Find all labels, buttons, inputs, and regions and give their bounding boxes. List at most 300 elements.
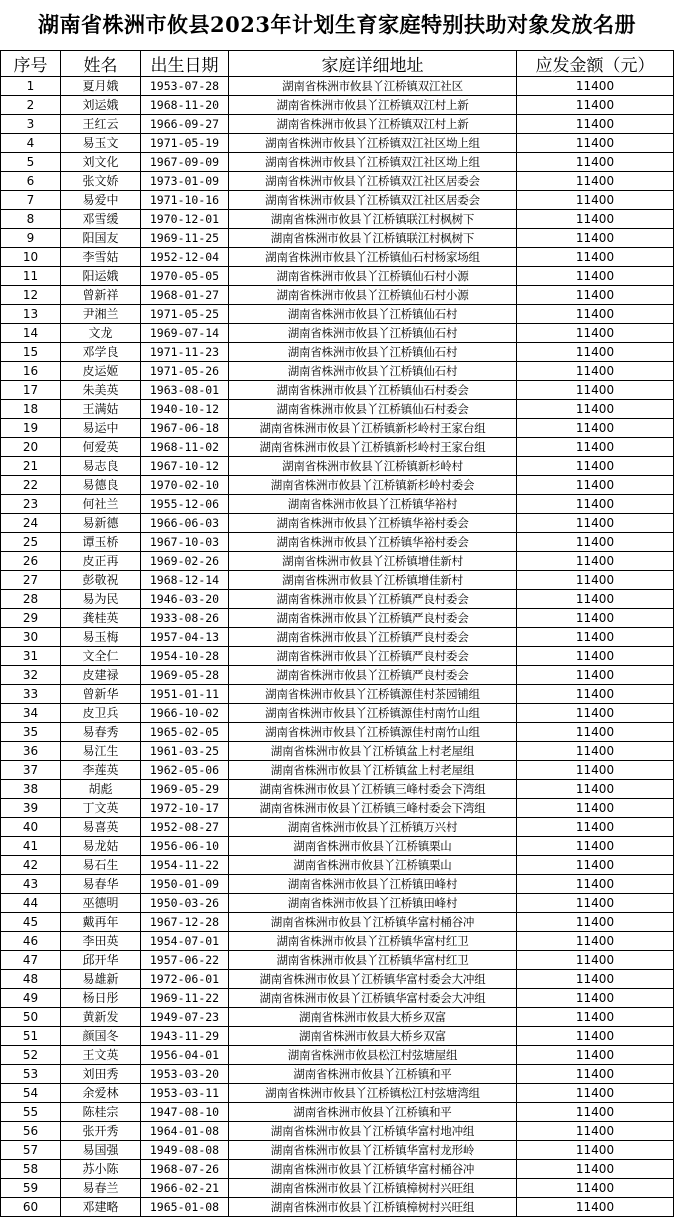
table-row [1, 495, 674, 514]
cell-birthdate: 1954-10-28 [141, 647, 229, 666]
cell-address: 湖南省株洲市攸县丫江桥镇华富村委会大冲组 [229, 989, 517, 1008]
cell-address: 湖南省株洲市攸县大桥乡双富 [229, 1027, 517, 1046]
cell-amount: 11400 [517, 609, 674, 628]
cell-index: 9 [1, 229, 61, 248]
cell-address: 湖南省株洲市攸县丫江桥镇栗山 [229, 837, 517, 856]
cell-index: 20 [1, 438, 61, 457]
cell-name: 苏小陈 [61, 1160, 141, 1179]
cell-birthdate: 1969-07-14 [141, 324, 229, 343]
cell-index: 24 [1, 514, 61, 533]
cell-address: 湖南省株洲市攸县丫江桥镇华富村桶谷冲 [229, 913, 517, 932]
cell-index: 19 [1, 419, 61, 438]
cell-address: 湖南省株洲市攸县丫江桥镇严良村委会 [229, 647, 517, 666]
table-row [1, 134, 674, 153]
cell-amount: 11400 [517, 685, 674, 704]
table-row [1, 590, 674, 609]
cell-amount: 11400 [517, 343, 674, 362]
cell-name: 王文英 [61, 1046, 141, 1065]
cell-amount: 11400 [517, 590, 674, 609]
cell-amount: 11400 [517, 799, 674, 818]
cell-index: 14 [1, 324, 61, 343]
cell-index: 30 [1, 628, 61, 647]
cell-name: 阳国友 [61, 229, 141, 248]
cell-name: 邱开华 [61, 951, 141, 970]
cell-name: 丁文英 [61, 799, 141, 818]
table-row [1, 191, 674, 210]
cell-address: 湖南省株洲市攸县丫江桥镇盆上村老屋组 [229, 761, 517, 780]
table-row [1, 457, 674, 476]
cell-name: 何社兰 [61, 495, 141, 514]
cell-address: 湖南省株洲市攸县丫江桥镇仙石村委会 [229, 400, 517, 419]
cell-amount: 11400 [517, 628, 674, 647]
cell-amount: 11400 [517, 1046, 674, 1065]
cell-index: 38 [1, 780, 61, 799]
cell-birthdate: 1949-07-23 [141, 1008, 229, 1027]
cell-amount: 11400 [517, 913, 674, 932]
cell-name: 易志良 [61, 457, 141, 476]
cell-address: 湖南省株洲市攸县丫江桥镇仙石村委会 [229, 381, 517, 400]
cell-amount: 11400 [517, 438, 674, 457]
table-row [1, 780, 674, 799]
cell-birthdate: 1970-05-05 [141, 267, 229, 286]
cell-address: 湖南省株洲市攸县丫江桥镇华富村龙形岭 [229, 1141, 517, 1160]
cell-address: 湖南省株洲市攸县丫江桥镇双江社区坳上组 [229, 134, 517, 153]
column-header-address: 家庭详细地址 [229, 51, 517, 77]
cell-index: 42 [1, 856, 61, 875]
cell-amount: 11400 [517, 780, 674, 799]
cell-birthdate: 1965-01-08 [141, 1198, 229, 1217]
cell-amount: 11400 [517, 381, 674, 400]
table-row [1, 609, 674, 628]
cell-name: 李雪姑 [61, 248, 141, 267]
cell-address: 湖南省株洲市攸县丫江桥镇双江村上新 [229, 115, 517, 134]
cell-birthdate: 1972-10-17 [141, 799, 229, 818]
cell-index: 48 [1, 970, 61, 989]
cell-amount: 11400 [517, 704, 674, 723]
table-row [1, 571, 674, 590]
cell-amount: 11400 [517, 419, 674, 438]
table-row [1, 723, 674, 742]
cell-birthdate: 1969-05-28 [141, 666, 229, 685]
cell-index: 4 [1, 134, 61, 153]
cell-index: 17 [1, 381, 61, 400]
table-row [1, 628, 674, 647]
cell-index: 23 [1, 495, 61, 514]
cell-address: 湖南省株洲市攸县丫江桥镇三峰村委会下湾组 [229, 799, 517, 818]
cell-address: 湖南省株洲市攸县丫江桥镇新杉岭村委会 [229, 476, 517, 495]
cell-index: 54 [1, 1084, 61, 1103]
cell-amount: 11400 [517, 457, 674, 476]
cell-address: 湖南省株洲市攸县丫江桥镇华富村红卫 [229, 951, 517, 970]
cell-address: 湖南省株洲市攸县丫江桥镇增佳新村 [229, 552, 517, 571]
cell-name: 颜国冬 [61, 1027, 141, 1046]
cell-index: 34 [1, 704, 61, 723]
cell-amount: 11400 [517, 362, 674, 381]
table-row [1, 533, 674, 552]
cell-amount: 11400 [517, 1141, 674, 1160]
cell-birthdate: 1947-08-10 [141, 1103, 229, 1122]
cell-index: 58 [1, 1160, 61, 1179]
cell-name: 巫德明 [61, 894, 141, 913]
cell-birthdate: 1965-02-05 [141, 723, 229, 742]
cell-birthdate: 1967-10-12 [141, 457, 229, 476]
cell-name: 阳运娥 [61, 267, 141, 286]
cell-birthdate: 1969-05-29 [141, 780, 229, 799]
cell-address: 湖南省株洲市攸县丫江桥镇新杉岭村王家台组 [229, 419, 517, 438]
cell-birthdate: 1956-04-01 [141, 1046, 229, 1065]
cell-birthdate: 1967-09-09 [141, 153, 229, 172]
cell-index: 52 [1, 1046, 61, 1065]
cell-birthdate: 1971-05-19 [141, 134, 229, 153]
cell-index: 15 [1, 343, 61, 362]
cell-address: 湖南省株洲市攸县丫江桥镇增佳新村 [229, 571, 517, 590]
cell-birthdate: 1953-03-20 [141, 1065, 229, 1084]
table-row [1, 875, 674, 894]
cell-address: 湖南省株洲市攸县丫江桥镇华裕村 [229, 495, 517, 514]
cell-index: 31 [1, 647, 61, 666]
cell-index: 46 [1, 932, 61, 951]
cell-index: 44 [1, 894, 61, 913]
cell-amount: 11400 [517, 286, 674, 305]
cell-name: 曾新华 [61, 685, 141, 704]
table-row [1, 1179, 674, 1198]
cell-address: 湖南省株洲市攸县丫江桥镇严良村委会 [229, 590, 517, 609]
cell-address: 湖南省株洲市攸县丫江桥镇仙石村 [229, 324, 517, 343]
cell-index: 5 [1, 153, 61, 172]
cell-name: 易春兰 [61, 1179, 141, 1198]
cell-amount: 11400 [517, 229, 674, 248]
cell-birthdate: 1967-10-03 [141, 533, 229, 552]
cell-amount: 11400 [517, 1160, 674, 1179]
cell-address: 湖南省株洲市攸县丫江桥镇盆上村老屋组 [229, 742, 517, 761]
cell-name: 陈桂宗 [61, 1103, 141, 1122]
cell-address: 湖南省株洲市攸县丫江桥镇严良村委会 [229, 628, 517, 647]
cell-index: 43 [1, 875, 61, 894]
cell-index: 36 [1, 742, 61, 761]
cell-address: 湖南省株洲市攸县丫江桥镇双江社区坳上组 [229, 153, 517, 172]
cell-index: 53 [1, 1065, 61, 1084]
cell-address: 湖南省株洲市攸县丫江桥镇双江社区居委会 [229, 191, 517, 210]
cell-birthdate: 1963-08-01 [141, 381, 229, 400]
cell-index: 1 [1, 77, 61, 96]
cell-amount: 11400 [517, 400, 674, 419]
cell-birthdate: 1970-12-01 [141, 210, 229, 229]
cell-name: 皮卫兵 [61, 704, 141, 723]
table-row [1, 647, 674, 666]
cell-index: 13 [1, 305, 61, 324]
cell-amount: 11400 [517, 761, 674, 780]
table-row [1, 343, 674, 362]
cell-index: 47 [1, 951, 61, 970]
table-row [1, 267, 674, 286]
table-row [1, 514, 674, 533]
table-row [1, 951, 674, 970]
cell-amount: 11400 [517, 723, 674, 742]
cell-amount: 11400 [517, 115, 674, 134]
cell-amount: 11400 [517, 552, 674, 571]
cell-index: 16 [1, 362, 61, 381]
cell-address: 湖南省株洲市攸县丫江桥镇双江村上新 [229, 96, 517, 115]
cell-address: 湖南省株洲市攸县丫江桥镇仙石村 [229, 343, 517, 362]
cell-amount: 11400 [517, 894, 674, 913]
cell-address: 湖南省株洲市攸县丫江桥镇樟树村兴旺组 [229, 1179, 517, 1198]
cell-birthdate: 1952-12-04 [141, 248, 229, 267]
cell-address: 湖南省株洲市攸县丫江桥镇和平 [229, 1065, 517, 1084]
page-title: 湖南省株洲市攸县2023年计划生育家庭特别扶助对象发放名册 [38, 12, 636, 37]
cell-index: 27 [1, 571, 61, 590]
table-row [1, 799, 674, 818]
table-row [1, 286, 674, 305]
cell-index: 33 [1, 685, 61, 704]
cell-address: 湖南省株洲市攸县丫江桥镇源佳村茶园铺组 [229, 685, 517, 704]
table-row [1, 894, 674, 913]
cell-address: 湖南省株洲市攸县丫江桥镇樟树村兴旺组 [229, 1198, 517, 1217]
cell-name: 易雄新 [61, 970, 141, 989]
cell-name: 易德良 [61, 476, 141, 495]
cell-index: 11 [1, 267, 61, 286]
cell-index: 29 [1, 609, 61, 628]
cell-amount: 11400 [517, 267, 674, 286]
table-row [1, 77, 674, 96]
cell-address: 湖南省株洲市攸县松江村弦塘屋组 [229, 1046, 517, 1065]
cell-birthdate: 1970-02-10 [141, 476, 229, 495]
cell-name: 易国强 [61, 1141, 141, 1160]
cell-address: 湖南省株洲市攸县丫江桥镇严良村委会 [229, 609, 517, 628]
cell-amount: 11400 [517, 1008, 674, 1027]
cell-amount: 11400 [517, 305, 674, 324]
cell-name: 王满姑 [61, 400, 141, 419]
cell-birthdate: 1971-05-25 [141, 305, 229, 324]
cell-name: 曾新祥 [61, 286, 141, 305]
cell-name: 易运中 [61, 419, 141, 438]
cell-birthdate: 1968-01-27 [141, 286, 229, 305]
cell-amount: 11400 [517, 742, 674, 761]
cell-index: 41 [1, 837, 61, 856]
cell-birthdate: 1953-07-28 [141, 77, 229, 96]
table-row [1, 248, 674, 267]
cell-amount: 11400 [517, 951, 674, 970]
cell-birthdate: 1966-02-21 [141, 1179, 229, 1198]
cell-birthdate: 1953-03-11 [141, 1084, 229, 1103]
table-row [1, 742, 674, 761]
cell-name: 皮正再 [61, 552, 141, 571]
cell-birthdate: 1971-11-23 [141, 343, 229, 362]
cell-index: 57 [1, 1141, 61, 1160]
cell-address: 湖南省株洲市攸县丫江桥镇联江村枫树下 [229, 210, 517, 229]
cell-name: 皮运姬 [61, 362, 141, 381]
table-row [1, 970, 674, 989]
cell-index: 49 [1, 989, 61, 1008]
cell-birthdate: 1954-11-22 [141, 856, 229, 875]
cell-index: 7 [1, 191, 61, 210]
cell-name: 易龙姑 [61, 837, 141, 856]
cell-index: 60 [1, 1198, 61, 1217]
cell-address: 湖南省株洲市攸县大桥乡双富 [229, 1008, 517, 1027]
cell-address: 湖南省株洲市攸县丫江桥镇仙石村 [229, 362, 517, 381]
cell-name: 易江生 [61, 742, 141, 761]
cell-address: 湖南省株洲市攸县丫江桥镇田峰村 [229, 875, 517, 894]
cell-address: 湖南省株洲市攸县丫江桥镇华富村红卫 [229, 932, 517, 951]
cell-amount: 11400 [517, 77, 674, 96]
cell-birthdate: 1933-08-26 [141, 609, 229, 628]
cell-name: 刘文化 [61, 153, 141, 172]
table-row [1, 1084, 674, 1103]
cell-birthdate: 1962-05-06 [141, 761, 229, 780]
cell-address: 湖南省株洲市攸县丫江桥镇源佳村南竹山组 [229, 723, 517, 742]
cell-address: 湖南省株洲市攸县丫江桥镇万兴村 [229, 818, 517, 837]
cell-address: 湖南省株洲市攸县丫江桥镇华裕村委会 [229, 514, 517, 533]
table-row [1, 381, 674, 400]
table-row [1, 704, 674, 723]
cell-birthdate: 1973-01-09 [141, 172, 229, 191]
cell-address: 湖南省株洲市攸县丫江桥镇松江村弦塘湾组 [229, 1084, 517, 1103]
cell-birthdate: 1967-12-28 [141, 913, 229, 932]
cell-index: 12 [1, 286, 61, 305]
table-row [1, 837, 674, 856]
cell-birthdate: 1956-06-10 [141, 837, 229, 856]
cell-birthdate: 1968-11-20 [141, 96, 229, 115]
table-row [1, 438, 674, 457]
cell-amount: 11400 [517, 476, 674, 495]
cell-name: 龚桂英 [61, 609, 141, 628]
cell-amount: 11400 [517, 875, 674, 894]
cell-name: 夏月娥 [61, 77, 141, 96]
cell-birthdate: 1966-06-03 [141, 514, 229, 533]
cell-address: 湖南省株洲市攸县丫江桥镇田峰村 [229, 894, 517, 913]
cell-name: 文全仁 [61, 647, 141, 666]
table-row [1, 1027, 674, 1046]
cell-index: 6 [1, 172, 61, 191]
cell-name: 杨日彤 [61, 989, 141, 1008]
cell-birthdate: 1966-09-27 [141, 115, 229, 134]
cell-birthdate: 1954-07-01 [141, 932, 229, 951]
cell-amount: 11400 [517, 248, 674, 267]
cell-index: 35 [1, 723, 61, 742]
table-row [1, 552, 674, 571]
cell-index: 10 [1, 248, 61, 267]
table-row [1, 1141, 674, 1160]
cell-amount: 11400 [517, 818, 674, 837]
table-row [1, 1046, 674, 1065]
cell-name: 易玉梅 [61, 628, 141, 647]
cell-name: 易为民 [61, 590, 141, 609]
cell-name: 易石生 [61, 856, 141, 875]
cell-name: 易爱中 [61, 191, 141, 210]
column-header-birthdate: 出生日期 [141, 51, 229, 77]
cell-address: 湖南省株洲市攸县丫江桥镇严良村委会 [229, 666, 517, 685]
column-header-name: 姓名 [61, 51, 141, 77]
cell-address: 湖南省株洲市攸县丫江桥镇双江社区居委会 [229, 172, 517, 191]
cell-address: 湖南省株洲市攸县丫江桥镇华裕村委会 [229, 533, 517, 552]
table-row [1, 476, 674, 495]
cell-name: 王红云 [61, 115, 141, 134]
cell-index: 45 [1, 913, 61, 932]
cell-name: 李田英 [61, 932, 141, 951]
cell-address: 湖南省株洲市攸县丫江桥镇华富村地冲组 [229, 1122, 517, 1141]
cell-birthdate: 1968-12-14 [141, 571, 229, 590]
cell-name: 张文娇 [61, 172, 141, 191]
table-row [1, 419, 674, 438]
cell-index: 59 [1, 1179, 61, 1198]
cell-birthdate: 1957-06-22 [141, 951, 229, 970]
cell-name: 彭敬祝 [61, 571, 141, 590]
cell-birthdate: 1951-01-11 [141, 685, 229, 704]
cell-amount: 11400 [517, 324, 674, 343]
cell-amount: 11400 [517, 1103, 674, 1122]
cell-address: 湖南省株洲市攸县丫江桥镇栗山 [229, 856, 517, 875]
cell-name: 胡彪 [61, 780, 141, 799]
cell-birthdate: 1969-11-22 [141, 989, 229, 1008]
cell-birthdate: 1955-12-06 [141, 495, 229, 514]
cell-birthdate: 1968-07-26 [141, 1160, 229, 1179]
cell-address: 湖南省株洲市攸县丫江桥镇和平 [229, 1103, 517, 1122]
cell-birthdate: 1969-02-26 [141, 552, 229, 571]
table-row [1, 1198, 674, 1217]
cell-index: 26 [1, 552, 61, 571]
table-row [1, 1065, 674, 1084]
cell-index: 25 [1, 533, 61, 552]
cell-name: 朱美英 [61, 381, 141, 400]
cell-amount: 11400 [517, 1198, 674, 1217]
cell-name: 谭玉桥 [61, 533, 141, 552]
cell-index: 2 [1, 96, 61, 115]
cell-name: 余爱林 [61, 1084, 141, 1103]
cell-birthdate: 1961-03-25 [141, 742, 229, 761]
cell-address: 湖南省株洲市攸县丫江桥镇仙石村杨家场组 [229, 248, 517, 267]
table-row [1, 210, 674, 229]
cell-amount: 11400 [517, 856, 674, 875]
cell-index: 39 [1, 799, 61, 818]
cell-index: 55 [1, 1103, 61, 1122]
table-row [1, 305, 674, 324]
cell-birthdate: 1964-01-08 [141, 1122, 229, 1141]
header-row [1, 51, 674, 77]
cell-amount: 11400 [517, 837, 674, 856]
cell-name: 易春华 [61, 875, 141, 894]
cell-index: 37 [1, 761, 61, 780]
table-row [1, 761, 674, 780]
cell-amount: 11400 [517, 533, 674, 552]
cell-amount: 11400 [517, 571, 674, 590]
cell-name: 刘运娥 [61, 96, 141, 115]
cell-amount: 11400 [517, 666, 674, 685]
cell-address: 湖南省株洲市攸县丫江桥镇仙石村 [229, 305, 517, 324]
cell-index: 32 [1, 666, 61, 685]
cell-address: 湖南省株洲市攸县丫江桥镇三峰村委会下湾组 [229, 780, 517, 799]
cell-index: 28 [1, 590, 61, 609]
cell-address: 湖南省株洲市攸县丫江桥镇新杉岭村 [229, 457, 517, 476]
cell-name: 邓雪缓 [61, 210, 141, 229]
column-header-amount: 应发金额（元） [517, 51, 674, 77]
table-row [1, 818, 674, 837]
cell-amount: 11400 [517, 495, 674, 514]
cell-index: 22 [1, 476, 61, 495]
table-row [1, 324, 674, 343]
table-row [1, 666, 674, 685]
cell-address: 湖南省株洲市攸县丫江桥镇华富村桶谷冲 [229, 1160, 517, 1179]
cell-address: 湖南省株洲市攸县丫江桥镇源佳村南竹山组 [229, 704, 517, 723]
cell-name: 邓学良 [61, 343, 141, 362]
cell-name: 邓建略 [61, 1198, 141, 1217]
table-body [1, 77, 674, 1217]
cell-birthdate: 1946-03-20 [141, 590, 229, 609]
table-row [1, 400, 674, 419]
cell-amount: 11400 [517, 1065, 674, 1084]
cell-address: 湖南省株洲市攸县丫江桥镇仙石村小源 [229, 286, 517, 305]
cell-amount: 11400 [517, 172, 674, 191]
cell-amount: 11400 [517, 1084, 674, 1103]
cell-birthdate: 1940-10-12 [141, 400, 229, 419]
